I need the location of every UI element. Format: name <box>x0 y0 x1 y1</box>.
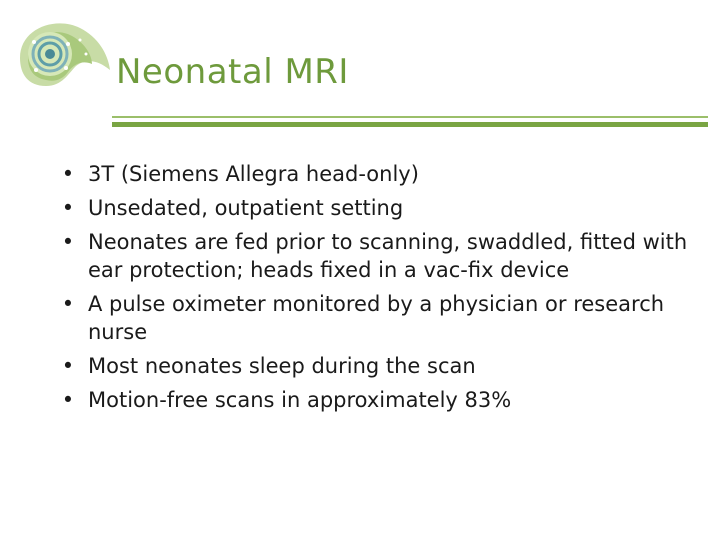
bullet-list <box>58 160 698 420</box>
bullet-item <box>58 228 698 284</box>
title-divider-thin <box>112 116 708 118</box>
bullet-item <box>58 160 698 188</box>
bullet-marker: • <box>61 162 75 186</box>
bullet-marker: • <box>61 354 75 378</box>
bullet-text: A pulse oximeter monitored by a physician or research nurse <box>88 292 665 344</box>
bullet-marker: • <box>61 292 75 316</box>
bullet-marker: • <box>61 388 75 412</box>
bullet-item <box>58 290 698 346</box>
title-divider-thick <box>112 122 708 127</box>
bullet-marker: • <box>61 196 75 220</box>
slide-title: Neonatal MRI <box>116 52 349 92</box>
bullet-item <box>58 386 698 414</box>
bullet-text: Motion-free scans in approximately 83% <box>88 388 512 412</box>
spiral-shell-icon <box>12 14 112 94</box>
bullet-text: Most neonates sleep during the scan <box>88 354 476 378</box>
bullet-marker: • <box>61 230 75 254</box>
bullet-text: 3T (Siemens Allegra head-only) <box>88 162 419 186</box>
bullet-text: Unsedated, outpatient setting <box>88 196 404 220</box>
bullet-text: Neonates are fed prior to scanning, swaddled, fitted with ear protection; heads fixed in a vac-fix device <box>88 230 688 282</box>
bullet-item <box>58 194 698 222</box>
bullet-item <box>58 352 698 380</box>
